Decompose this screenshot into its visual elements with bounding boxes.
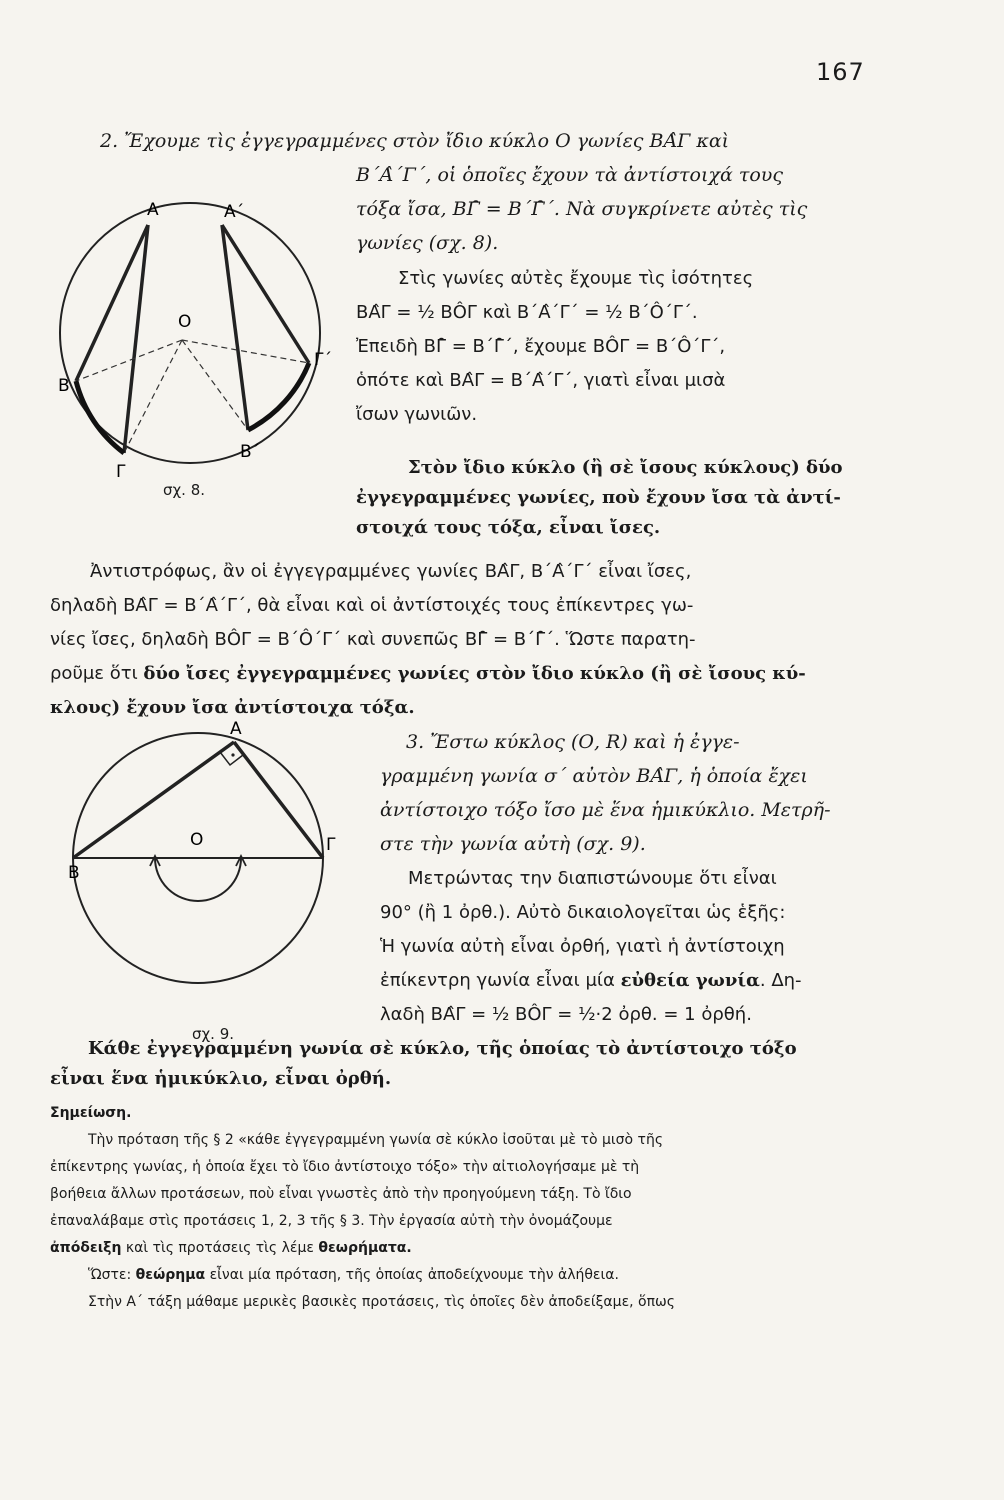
note-line: βοήθεια ἄλλων προτάσεων, ποὺ εἶναι γνωστὲς ἀπὸ τὴν προηγούμενη τάξη. Τὸ ἴδιο — [50, 1186, 632, 1202]
converse-line: νίες ἴσες, δηλαδὴ ΒÔΓ = Β΄Ô΄Γ΄ καὶ συνεπῶς ΒΓ̑ = Β΄Γ̑΄. Ὥστε παρατη- — [50, 629, 696, 650]
label-b: Β — [58, 376, 70, 396]
figure-8-caption: σχ. 8. — [163, 481, 206, 499]
problem-line: 2. Ἔχουμε τὶς ἐγγεγραμμένες στὸν ἴδιο κύκλο Ο γωνίες ΒΑ̂Γ καὶ — [100, 130, 730, 152]
note-text: εἶναι μία πρόταση, τῆς ὁποίας ἀποδείχνουμε τὴν ἀλήθεια. — [205, 1267, 619, 1283]
theorem-equal-arcs — [356, 453, 876, 543]
label-o: Ο — [178, 312, 192, 332]
converse-conclusion: κλους) ἔχουν ἴσα ἀντίστοιχα τόξα. — [50, 697, 415, 718]
section-3-proof — [380, 862, 880, 1032]
proof-line: Ἡ γωνία αὐτὴ εἶναι ὀρθή, γιατὶ ἡ ἀντίστοιχη — [380, 936, 785, 957]
converse-text: ροῦμε ὅτι — [50, 663, 144, 684]
chord-a-b — [76, 225, 148, 381]
right-angle-dot — [231, 753, 234, 756]
proof-line: 90° (ἢ 1 ὀρθ.). Αὐτὸ δικαιολογεῖται ὡς ἑξῆς: — [380, 902, 786, 923]
note-body — [50, 1127, 950, 1316]
theorem-line: Στὸν ἴδιο κύκλο (ἢ σὲ ἴσους κύκλους) δύο — [408, 457, 843, 478]
arc-b-g — [76, 381, 124, 453]
proof-line: ἴσων γωνιῶν. — [356, 404, 478, 425]
chord-a-g — [124, 225, 148, 453]
label-a: Α — [230, 719, 242, 739]
problem-line: ἀντίστοιχο τόξο ἴσο μὲ ἕνα ἡμικύκλιο. Μετρῆ- — [380, 799, 831, 821]
converse-conclusion: δύο ἴσες ἐγγεγραμμένες γωνίες στὸν ἴδιο κύκλο (ἢ σὲ ἴσους κύ- — [143, 663, 806, 684]
problem-line: γωνίες (σχ. 8). — [356, 232, 499, 254]
figure-9-caption: σχ. 9. — [192, 1025, 235, 1043]
label-g: Γ — [326, 835, 336, 855]
page-number: 167 — [816, 58, 865, 86]
term-proof: ἀπόδειξη — [50, 1240, 122, 1256]
converse-line: δηλαδὴ ΒΑ̂Γ = Β΄Α̂΄Γ΄, θὰ εἶναι καὶ οἱ ἀντίστοιχές τους ἐπίκεντρες γω- — [50, 595, 694, 616]
radius-o-g2 — [182, 340, 309, 363]
arc-b2-g2 — [248, 363, 309, 430]
section-3-problem — [380, 725, 880, 861]
converse-line — [50, 657, 950, 691]
proof-line: ΒΑ̂Γ = ½ ΒÔΓ καὶ Β΄Α̂΄Γ΄ = ½ Β΄Ô΄Γ΄. — [356, 302, 698, 323]
figure-8-diagram — [52, 195, 352, 505]
proof-line: ὁπότε καὶ ΒΑ̂Γ = Β΄Α̂΄Γ΄, γιατὶ εἶναι μισὰ — [356, 370, 726, 391]
section-2-problem — [100, 124, 880, 158]
problem-line: Β΄Α̂΄Γ΄, οἱ ὁποῖες ἔχουν τὰ ἀντίστοιχά τους — [356, 164, 783, 186]
label-g-prime: Γ΄ — [314, 350, 332, 370]
label-a-prime: Α΄ — [224, 202, 245, 222]
chord-a2-g2 — [222, 225, 309, 363]
theorem-line: ἐγγεγραμμένες γωνίες, ποὺ ἔχουν ἴσα τὰ ἀντί- — [356, 487, 841, 508]
label-a: Α — [147, 200, 159, 220]
problem-line: γραμμένη γωνία σ΄ αὐτὸν ΒΑ̂Γ, ἡ ὁποία ἔχει — [380, 765, 808, 787]
proof-line: Μετρώντας την διαπιστώνουμε ὅτι εἶναι — [408, 868, 777, 889]
note-line — [50, 1235, 950, 1262]
label-o: Ο — [190, 830, 204, 850]
label-b-prime: Β΄ — [240, 442, 261, 462]
problem-line: στε τὴν γωνία αὐτὴ (σχ. 9). — [380, 833, 646, 855]
proof-line — [380, 964, 880, 998]
right-angle-mark — [220, 752, 243, 765]
section-2-proof — [356, 262, 876, 432]
converse-paragraph — [50, 555, 950, 725]
central-angle-arc — [155, 858, 241, 901]
proof-line: λαδὴ ΒΑ̂Γ = ½ ΒÔΓ = ½·2 ὀρθ. = 1 ὀρθή. — [380, 1004, 752, 1025]
straight-angle-term: εὐθεία γωνία — [620, 970, 760, 991]
proof-text: . Δη- — [759, 970, 802, 991]
note-line: Στὴν Α΄ τάξη μάθαμε μερικὲς βασικὲς προτάσεις, τὶς ὁποῖες δὲν ἀποδείξαμε, ὅπως — [88, 1294, 675, 1310]
note-line: ἐπαναλάβαμε στὶς προτάσεις 1, 2, 3 τῆς § 3. Τὴν ἐργασία αὐτὴ τὴν ὀνομάζουμε — [50, 1213, 613, 1229]
note-line: Τὴν πρόταση τῆς § 2 «κάθε ἐγγεγραμμένη γωνία σὲ κύκλο ἰσοῦται μὲ τὸ μισὸ τῆς — [88, 1132, 664, 1148]
theorem-line: Κάθε ἐγγεγραμμένη γωνία σὲ κύκλο, τῆς ὁποίας τὸ ἀντίστοιχο τόξο — [88, 1038, 797, 1059]
theorem-line: στοιχά τους τόξα, εἶναι ἴσες. — [356, 517, 661, 538]
problem-line: τόξα ἴσα, ΒΓ̑ = Β΄Γ̑΄. Νὰ συγκρίνετε αὐτὲς τὶς — [356, 198, 808, 220]
note-heading: Σημείωση. — [50, 1105, 132, 1121]
proof-line: Ἐπειδὴ ΒΓ̑ = Β΄Γ̑΄, ἔχουμε ΒÔΓ = Β΄Ô΄Γ΄, — [356, 336, 726, 357]
term-theorem: θεώρημα — [135, 1267, 206, 1283]
note-line: ἐπίκεντρης γωνίας, ἡ ὁποία ἔχει τὸ ἴδιο ἀντίστοιχο τόξο» τὴν αἰτιολογήσαμε μὲ τὴ — [50, 1159, 640, 1175]
figure-9-diagram — [70, 718, 360, 1018]
proof-text: ἐπίκεντρη γωνία εἶναι μία — [380, 970, 621, 991]
problem-line: 3. Ἔστω κύκλος (Ο, R) καὶ ἡ ἐγγε- — [406, 731, 740, 753]
note-line — [50, 1262, 950, 1289]
note-text: καὶ τὶς προτάσεις τὶς λέμε — [121, 1240, 319, 1256]
theorem-line: εἶναι ἕνα ἡμικύκλιο, εἶναι ὀρθή. — [50, 1068, 392, 1089]
section-2-problem-cont — [356, 158, 876, 260]
note-text: Ὥστε: — [88, 1267, 136, 1283]
label-b: Β — [68, 863, 80, 883]
theorem-semicircle — [50, 1034, 950, 1094]
label-g: Γ — [116, 462, 126, 482]
term-theorems: θεωρήματα. — [318, 1240, 412, 1256]
chord-a-b — [73, 742, 234, 858]
proof-line: Στὶς γωνίες αὐτὲς ἔχουμε τὶς ἰσότητες — [398, 268, 754, 289]
converse-line: Ἀντιστρόφως, ἂν οἱ ἐγγεγραμμένες γωνίες ΒΑ̂Γ, Β΄Α̂΄Γ΄ εἶναι ἴσες, — [90, 561, 692, 582]
